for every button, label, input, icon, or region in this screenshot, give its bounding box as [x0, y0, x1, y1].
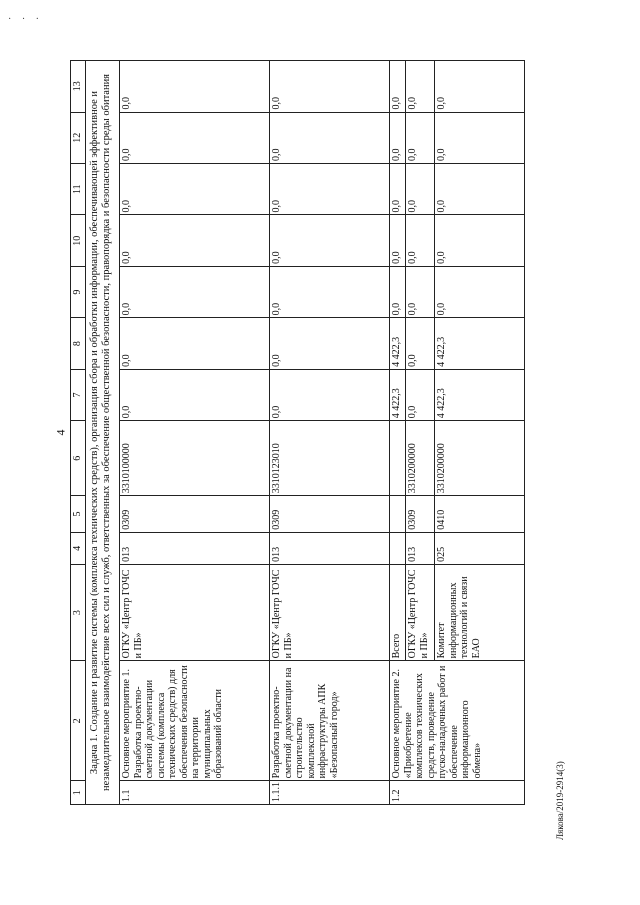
- cell-number: 1.1.1: [270, 781, 390, 805]
- cell-grbs: 025: [435, 532, 525, 564]
- cell-rzpr: 0410: [435, 496, 525, 532]
- cell-value: 0,0: [390, 61, 406, 113]
- scan-dots: · · ·: [8, 14, 43, 25]
- col-11: 11: [71, 164, 86, 215]
- col-8: 8: [71, 318, 86, 369]
- cell-value: 0,0: [390, 215, 406, 266]
- cell-rzpr: [390, 496, 406, 532]
- col-9: 9: [71, 266, 86, 317]
- col-4: 4: [71, 532, 86, 564]
- page-number: 4: [53, 429, 68, 436]
- cell-csr: 3310200000: [435, 421, 525, 496]
- program-table: [70, 60, 525, 805]
- task-row: [86, 61, 120, 805]
- column-numbers-row: [71, 61, 86, 805]
- cell-value: 0,0: [390, 112, 406, 163]
- cell-value: 0,0: [406, 61, 435, 113]
- cell-csr: [390, 421, 406, 496]
- task-title: Задача 1. Создание и развитие системы (комплекса технических средств), организация сбора и обработки информации, обеспечивающей эффективное и незамедлительное взаимодействие всех сил и служб, ответственных за обеспечение общественной безопасности, правопорядка и безопасности среды обитания: [86, 61, 120, 805]
- cell-value: 0,0: [270, 266, 390, 317]
- cell-executor: Комитет информационных технологий и связи ЕАО: [435, 564, 525, 660]
- cell-value: 0,0: [120, 318, 270, 369]
- col-10: 10: [71, 215, 86, 266]
- cell-activity: Основное мероприятие 2. «Приобретение комплексов технических средств, проведение пуско-наладочных работ и обеспечение информационного обмена»: [390, 661, 525, 781]
- cell-executor: ОГКУ «Центр ГОЧС и ПБ»: [270, 564, 390, 660]
- cell-value: 0,0: [435, 61, 525, 113]
- cell-value: 0,0: [270, 112, 390, 163]
- cell-value: 4 422,3: [390, 318, 406, 369]
- rotated-table-container: [70, 60, 525, 805]
- cell-value: 0,0: [270, 164, 390, 215]
- table-row: [270, 61, 390, 805]
- col-3: 3: [71, 564, 86, 660]
- col-7: 7: [71, 369, 86, 420]
- cell-value: 0,0: [270, 369, 390, 420]
- cell-value: 0,0: [120, 215, 270, 266]
- cell-value: 4 422,3: [390, 369, 406, 420]
- cell-rzpr: 0309: [120, 496, 270, 532]
- cell-value: 0,0: [435, 215, 525, 266]
- cell-value: 0,0: [406, 112, 435, 163]
- cell-csr: 3310123010: [270, 421, 390, 496]
- col-2: 2: [71, 661, 86, 781]
- cell-number: 1.1: [120, 781, 270, 805]
- cell-activity: Основное мероприятие 1. Разработка проектно-сметной документации системы (комплекса технических средств) для обеспечения безопасности на территории муниципальных образований области: [120, 661, 270, 781]
- cell-activity: Разработка проектно-сметной документации на строительство комплексной инфраструктуры АПК «Безопасный город»: [270, 661, 390, 781]
- cell-grbs: 013: [270, 532, 390, 564]
- cell-grbs: 013: [120, 532, 270, 564]
- cell-value: 0,0: [390, 266, 406, 317]
- cell-value: 0,0: [435, 164, 525, 215]
- cell-number: 1.2: [390, 781, 525, 805]
- col-13: 13: [71, 61, 86, 113]
- cell-value: 0,0: [270, 318, 390, 369]
- cell-value: 4 422,3: [435, 318, 525, 369]
- cell-executor: ОГКУ «Центр ГОЧС и ПБ»: [406, 564, 435, 660]
- cell-value: 0,0: [390, 164, 406, 215]
- cell-value: 0,0: [270, 61, 390, 113]
- cell-grbs: [390, 532, 406, 564]
- table-row: [120, 61, 270, 805]
- cell-value: 4 422,3: [435, 369, 525, 420]
- cell-value: 0,0: [435, 112, 525, 163]
- col-12: 12: [71, 112, 86, 163]
- cell-value: 0,0: [120, 61, 270, 113]
- cell-csr: 3310200000: [406, 421, 435, 496]
- cell-rzpr: 0309: [406, 496, 435, 532]
- cell-value: 0,0: [120, 112, 270, 163]
- cell-value: 0,0: [406, 266, 435, 317]
- cell-csr: 3310100000: [120, 421, 270, 496]
- cell-value: 0,0: [406, 164, 435, 215]
- cell-value: 0,0: [406, 369, 435, 420]
- cell-value: 0,0: [406, 318, 435, 369]
- cell-value: 0,0: [120, 369, 270, 420]
- cell-rzpr: 0309: [270, 496, 390, 532]
- table-row: [390, 61, 406, 805]
- col-1: 1: [71, 781, 86, 805]
- col-6: 6: [71, 421, 86, 496]
- col-5: 5: [71, 496, 86, 532]
- cell-grbs: 013: [406, 532, 435, 564]
- cell-executor: Всего: [390, 564, 406, 660]
- cell-value: 0,0: [270, 215, 390, 266]
- cell-value: 0,0: [120, 164, 270, 215]
- cell-value: 0,0: [406, 215, 435, 266]
- cell-value: 0,0: [120, 266, 270, 317]
- cell-value: 0,0: [435, 266, 525, 317]
- document-id: Лякова/2019-2914(3): [555, 761, 565, 840]
- cell-executor: ОГКУ «Центр ГОЧС и ПБ»: [120, 564, 270, 660]
